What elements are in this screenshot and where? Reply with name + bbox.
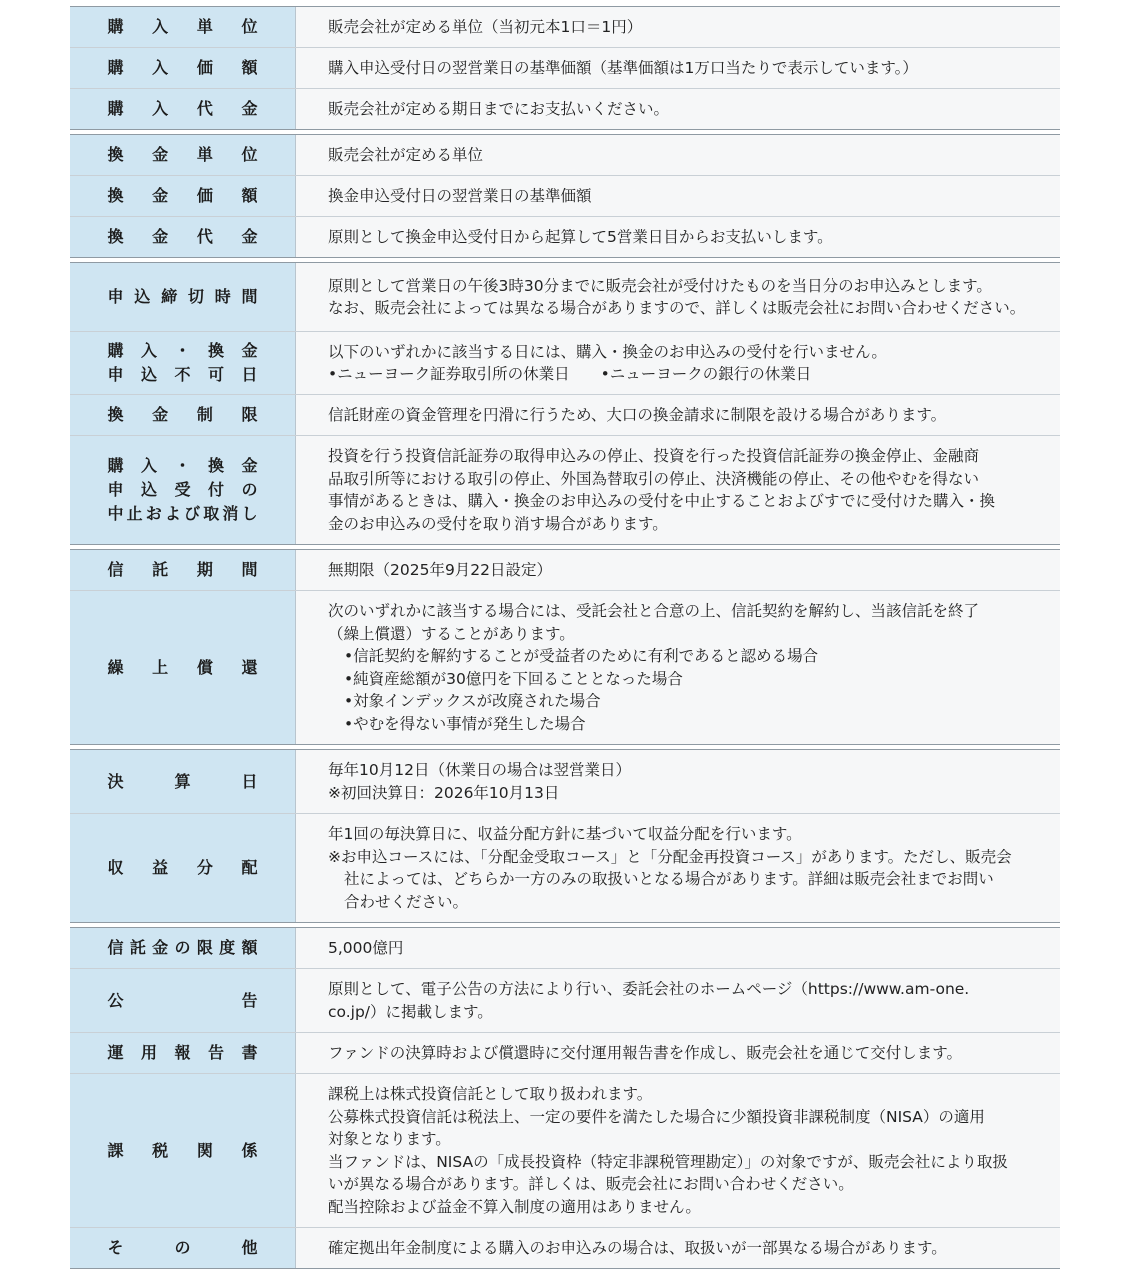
value-line: 購入申込受付日の翌営業日の基準価額（基準価額は1万口当たりで表示しています。）: [328, 58, 918, 77]
trust-limit-value: [296, 928, 1060, 968]
label-line: 運 用 報 告 書: [107, 1043, 258, 1062]
value-line: •やむを得ない事情が発生した場合: [344, 714, 586, 733]
purchase-payment-label: [70, 89, 296, 129]
public-notice-label: [70, 969, 296, 1032]
non-business-days-label: [70, 332, 296, 394]
early-redemption-label: [70, 591, 296, 744]
table-group: [70, 749, 1060, 923]
value-line: 事情があるときは、購入・換金のお申込みの受付を中止することおよびすでに受付けた購入・換: [328, 492, 995, 510]
row-purchase-payment: [70, 88, 1060, 129]
value-line: 原則として営業日の午後3時30分までに販売会社が受付けたものを当日分のお申込みとします。: [328, 276, 992, 295]
redemption-payment-value: [296, 217, 1060, 257]
label-line: 中 止 お よ び 取 消 し: [107, 504, 258, 523]
value-line: co.jp/）に掲載します。: [328, 1002, 493, 1021]
label-line: 申 込 受 付 の: [107, 480, 258, 499]
label-line: 換 金 価 額: [107, 186, 258, 205]
value-line: いが異なる場合があります。詳しくは、販売会社にお問い合わせください。: [328, 1175, 854, 1193]
table-group: [70, 134, 1060, 258]
application-deadline-label: [70, 263, 296, 331]
label-line: そ の 他: [107, 1238, 258, 1257]
value-line: 確定拠出年金制度による購入のお申込みの場合は、取扱いが一部異なる場合があります。: [328, 1238, 947, 1257]
row-purchase-price: [70, 47, 1060, 88]
value-line: •純資産総額が30億円を下回ることとなった場合: [344, 669, 683, 688]
label-line: 課 税 関 係: [107, 1140, 258, 1160]
value-line: 年1回の毎決算日に、収益分配方針に基づいて収益分配を行います。: [328, 825, 802, 843]
early-redemption-value: [296, 591, 1060, 744]
trust-period-value: [296, 550, 1060, 590]
row-early-redemption: [70, 590, 1060, 744]
application-deadline-value: [296, 263, 1060, 331]
value-line: 毎年10月12日（休業日の場合は翌営業日）: [328, 761, 631, 779]
value-line: ※初回決算日：2026年10月13日: [328, 783, 560, 802]
redemption-unit-value: [296, 135, 1060, 175]
table-group: [70, 262, 1060, 545]
value-line: 品取引所等における取引の停止、外国為替取引の停止、決済機能の停止、その他やむを得ない: [328, 469, 980, 488]
suspension-cancellation-label: [70, 436, 296, 544]
label-line: 信 託 期 間: [107, 560, 258, 579]
value-line: 以下のいずれかに該当する日には、購入・換金のお申込みの受付を行いません。: [328, 342, 887, 361]
non-business-days-value: [296, 332, 1060, 394]
distribution-label: [70, 814, 296, 922]
label-line: 購 入 代 金: [107, 99, 258, 118]
value-line: 次のいずれかに該当する場合には、受託会社と合意の上、信託契約を解約し、当該信託を終了: [328, 602, 980, 620]
row-redemption-payment: [70, 216, 1060, 257]
value-line: 対象となります。: [328, 1130, 451, 1148]
redemption-unit-label: [70, 135, 296, 175]
label-line: 繰 上 償 還: [107, 657, 258, 677]
value-line: ファンドの決算時および償還時に交付運用報告書を作成し、販売会社を通じて交付します。: [328, 1043, 962, 1062]
value-line: 原則として、電子公告の方法により行い、委託会社のホームページ（https://www.am-one.: [328, 980, 970, 998]
management-report-value: [296, 1033, 1060, 1073]
label-line: 換 金 制 限: [107, 405, 258, 424]
trust-period-label: [70, 550, 296, 590]
distribution-value: [296, 814, 1060, 922]
purchase-unit-value: [296, 7, 1060, 47]
row-public-notice: [70, 968, 1060, 1032]
row-redemption-price: [70, 175, 1060, 216]
row-taxation: [70, 1073, 1060, 1227]
value-line: 換金申込受付日の翌営業日の基準価額: [328, 186, 592, 205]
label-line: 申 込 不 可 日: [107, 365, 258, 384]
row-redemption-restriction: [70, 394, 1060, 435]
label-line: 信 託 金 の 限 度 額: [107, 938, 258, 957]
purchase-payment-value: [296, 89, 1060, 129]
suspension-cancellation-value: [296, 436, 1060, 544]
redemption-restriction-label: [70, 395, 296, 435]
settlement-date-value: [296, 750, 1060, 813]
table-group: [70, 6, 1060, 130]
row-redemption-unit: [70, 135, 1060, 175]
purchase-unit-label: [70, 7, 296, 47]
value-line: 原則として換金申込受付日から起算して5営業日目からお支払いします。: [328, 227, 833, 246]
row-non-business-days: [70, 331, 1060, 394]
value-line: 課税上は株式投資信託として取り扱われます。: [328, 1085, 653, 1103]
row-trust-limit: [70, 928, 1060, 968]
label-line: 決 算 日: [107, 771, 258, 791]
label-line: 購 入 ・ 換 金: [107, 341, 258, 360]
label-line: 公 告: [107, 990, 258, 1010]
value-line: 無期限（2025年9月22日設定）: [328, 560, 553, 579]
value-line: 社によっては、どちらか一方のみの取扱いとなる場合があります。詳細は販売会社までお問い: [344, 870, 994, 888]
public-notice-value: [296, 969, 1060, 1032]
taxation-value: [296, 1074, 1060, 1227]
value-line: 投資を行う投資信託証券の取得申込みの停止、投資を行った投資信託証券の換金停止、金融商: [328, 447, 980, 465]
value-line: 販売会社が定める期日までにお支払いください。: [328, 99, 670, 118]
value-line: 販売会社が定める単位（当初元本1口＝1円）: [328, 17, 643, 36]
row-suspension-cancellation: [70, 435, 1060, 544]
redemption-price-label: [70, 176, 296, 216]
table-group: [70, 927, 1060, 1269]
purchase-price-value: [296, 48, 1060, 88]
row-settlement-date: [70, 750, 1060, 813]
label-line: 購 入 ・ 換 金: [107, 456, 258, 475]
label-line: 購 入 単 位: [107, 17, 258, 36]
value-line: 合わせください。: [344, 892, 469, 911]
value-line: •対象インデックスが改廃された場合: [344, 692, 601, 710]
value-line: 信託財産の資金管理を円滑に行うため、大口の換金請求に制限を設ける場合があります。: [328, 405, 947, 424]
row-distribution: [70, 813, 1060, 922]
value-line: •信託契約を解約することが受益者のために有利であると認める場合: [344, 647, 819, 665]
taxation-label: [70, 1074, 296, 1227]
value-line: 販売会社が定める単位: [328, 145, 484, 164]
redemption-price-value: [296, 176, 1060, 216]
others-value: [296, 1228, 1060, 1268]
table-group: [70, 549, 1060, 745]
others-label: [70, 1228, 296, 1268]
value-line: ※お申込コースには、「分配金受取コース」と「分配金再投資コース」があります。ただし、販売会: [328, 847, 1012, 866]
value-line: なお、販売会社によっては異なる場合がありますので、詳しくは販売会社にお問い合わせください。: [328, 299, 1026, 317]
row-purchase-unit: [70, 7, 1060, 47]
value-line: •ニューヨーク証券取引所の休業日 •ニューヨークの銀行の休業日: [328, 365, 812, 383]
row-others: [70, 1227, 1060, 1268]
redemption-restriction-value: [296, 395, 1060, 435]
value-line: 配当控除および益金不算入制度の適用はありません。: [328, 1197, 701, 1216]
redemption-payment-label: [70, 217, 296, 257]
label-line: 収 益 分 配: [107, 858, 258, 877]
label-line: 換 金 単 位: [107, 145, 258, 164]
purchase-price-label: [70, 48, 296, 88]
label-line: 購 入 価 額: [107, 58, 258, 77]
value-line: （繰上償還）することがあります。: [328, 624, 575, 643]
value-line: 金のお申込みの受付を取り消す場合があります。: [328, 514, 668, 533]
value-line: 公募株式投資信託は税法上、一定の要件を満たした場合に少額投資非課税制度（NISA）の適用: [328, 1107, 985, 1126]
row-trust-period: [70, 550, 1060, 590]
value-line: 当ファンドは、NISAの「成長投資枠（特定非課税管理勘定）」の対象ですが、販売会社により取扱: [328, 1152, 1008, 1171]
fund-procedures-table: [70, 6, 1060, 1269]
label-line: 換 金 代 金: [107, 227, 258, 246]
label-line: 申 込 締 切 時 間: [107, 287, 258, 306]
row-management-report: [70, 1032, 1060, 1073]
row-application-deadline: [70, 263, 1060, 331]
management-report-label: [70, 1033, 296, 1073]
trust-limit-label: [70, 928, 296, 968]
settlement-date-label: [70, 750, 296, 813]
value-line: 5,000億円: [328, 938, 404, 957]
